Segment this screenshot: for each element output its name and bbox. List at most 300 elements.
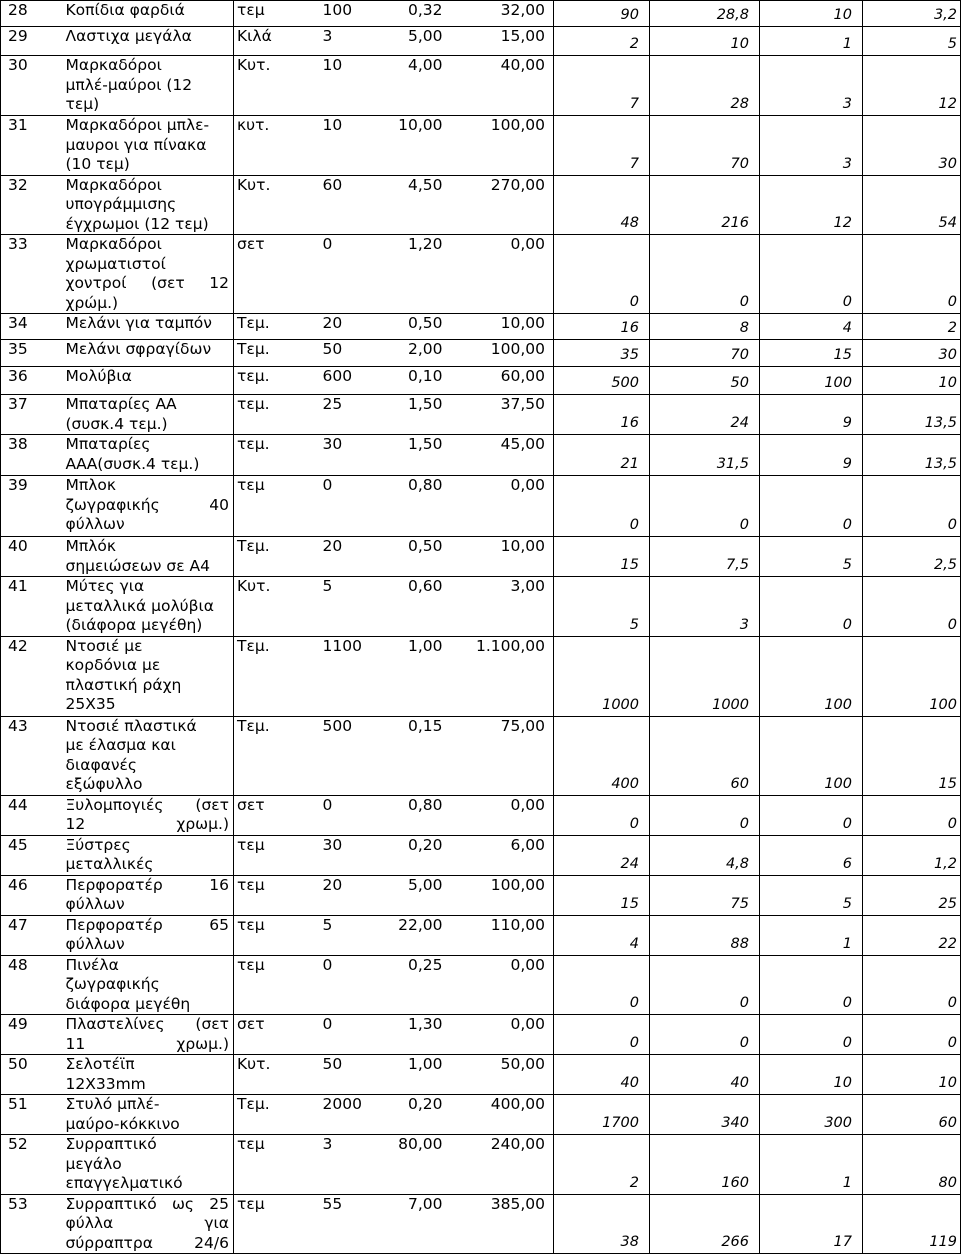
stat-cell-a: 16 xyxy=(554,314,650,340)
unit-cell: τεμ xyxy=(234,1135,311,1195)
quantity-cell: 10 xyxy=(311,56,361,116)
item-description-cell xyxy=(56,577,234,637)
description-line: Λαστιχα μεγάλα xyxy=(65,27,192,45)
description-line: Μελάνι για ταμπόν xyxy=(65,314,212,332)
stat-cell-d: 0 xyxy=(863,1015,961,1055)
total-cell: 0,00 xyxy=(453,235,554,314)
total-cell: 100,00 xyxy=(453,116,554,176)
table-row xyxy=(1,875,961,915)
stat-cell-c: 4 xyxy=(760,314,863,340)
description-line: μπλέ-μαύροι (12 xyxy=(65,75,193,94)
quantity-cell: 30 xyxy=(311,835,361,875)
quantity-cell: 25 xyxy=(311,395,361,435)
item-number-cell: 30 xyxy=(1,56,56,116)
total-cell: 0,00 xyxy=(453,955,554,1015)
description-line: Ξυλομπογιές (σετ xyxy=(65,795,229,814)
item-description-cell xyxy=(56,116,234,176)
unit-cell: Κυτ. xyxy=(234,56,311,116)
total-cell: 385,00 xyxy=(453,1194,554,1254)
table-row xyxy=(1,340,961,367)
table-row xyxy=(1,1015,961,1055)
stat-cell-a: 0 xyxy=(554,955,650,1015)
item-description-cell xyxy=(56,476,234,537)
unit-cell: Τεμ. xyxy=(234,716,311,795)
stat-cell-d: 80 xyxy=(863,1135,961,1195)
total-cell: 10,00 xyxy=(453,537,554,577)
unit-price-cell: 1,00 xyxy=(361,1055,453,1095)
item-description-cell xyxy=(56,435,234,476)
stat-cell-a: 15 xyxy=(554,537,650,577)
description-line: σύρραπτρα 24/6 xyxy=(65,1233,229,1252)
description-line: Μολύβια xyxy=(65,367,132,385)
description-line: Μπλόκ xyxy=(65,537,116,555)
stat-cell-c: 300 xyxy=(760,1095,863,1135)
stat-cell-d: 119 xyxy=(863,1194,961,1254)
table-row xyxy=(1,795,961,835)
description-line: έγχρωμοι (12 τεμ) xyxy=(65,214,209,233)
item-number-cell: 53 xyxy=(1,1194,56,1254)
stat-cell-c: 100 xyxy=(760,716,863,795)
total-cell: 32,00 xyxy=(453,1,554,27)
unit-cell: σετ xyxy=(234,235,311,314)
stat-cell-b: 28 xyxy=(650,56,760,116)
stat-cell-c: 100 xyxy=(760,636,863,716)
stat-cell-c: 3 xyxy=(760,56,863,116)
unit-price-cell: 0,10 xyxy=(361,367,453,395)
total-cell: 45,00 xyxy=(453,435,554,476)
description-line: (διάφορα μεγέθη) xyxy=(65,616,203,634)
stat-cell-b: 40 xyxy=(650,1055,760,1095)
stat-cell-c: 0 xyxy=(760,795,863,835)
stat-cell-c: 1 xyxy=(760,1135,863,1195)
item-description-cell xyxy=(56,175,234,235)
unit-cell: Κυτ. xyxy=(234,175,311,235)
stat-cell-a: 400 xyxy=(554,716,650,795)
total-cell: 50,00 xyxy=(453,1055,554,1095)
item-number-cell: 33 xyxy=(1,235,56,314)
stat-cell-c: 10 xyxy=(760,1,863,27)
quantity-cell: 10 xyxy=(311,116,361,176)
quantity-cell: 5 xyxy=(311,915,361,955)
stat-cell-a: 5 xyxy=(554,577,650,637)
total-cell: 400,00 xyxy=(453,1095,554,1135)
table-row xyxy=(1,716,961,795)
unit-price-cell: 1,00 xyxy=(361,636,453,716)
stat-cell-c: 100 xyxy=(760,367,863,395)
stat-cell-a: 15 xyxy=(554,875,650,915)
description-line: Στυλό μπλέ- xyxy=(65,1095,160,1113)
total-cell: 110,00 xyxy=(453,915,554,955)
unit-price-cell: 4,50 xyxy=(361,175,453,235)
description-line: 25Χ35 xyxy=(65,695,116,713)
item-number-cell: 45 xyxy=(1,835,56,875)
table-row xyxy=(1,1135,961,1195)
stat-cell-a: 0 xyxy=(554,1015,650,1055)
item-number-cell: 52 xyxy=(1,1135,56,1195)
quantity-cell: 5 xyxy=(311,577,361,637)
total-cell: 3,00 xyxy=(453,577,554,637)
item-number-cell: 42 xyxy=(1,636,56,716)
stat-cell-b: 50 xyxy=(650,367,760,395)
unit-price-cell: 0,20 xyxy=(361,835,453,875)
stat-cell-c: 6 xyxy=(760,835,863,875)
unit-price-cell: 0,32 xyxy=(361,1,453,27)
item-number-cell: 28 xyxy=(1,1,56,27)
table-row xyxy=(1,1,961,27)
total-cell: 240,00 xyxy=(453,1135,554,1195)
table-row xyxy=(1,915,961,955)
stat-cell-d: 0 xyxy=(863,235,961,314)
unit-price-cell: 0,15 xyxy=(361,716,453,795)
item-number-cell: 49 xyxy=(1,1015,56,1055)
unit-price-cell: 0,60 xyxy=(361,577,453,637)
stat-cell-b: 340 xyxy=(650,1095,760,1135)
item-number-cell: 37 xyxy=(1,395,56,435)
stat-cell-c: 12 xyxy=(760,175,863,235)
item-number-cell: 48 xyxy=(1,955,56,1015)
stat-cell-d: 2 xyxy=(863,314,961,340)
stat-cell-b: 75 xyxy=(650,875,760,915)
description-line: φύλλων xyxy=(65,935,125,953)
unit-cell: κυτ. xyxy=(234,116,311,176)
table-row xyxy=(1,56,961,116)
description-line: φύλλων xyxy=(65,895,125,913)
total-cell: 40,00 xyxy=(453,56,554,116)
stat-cell-d: 3,2 xyxy=(863,1,961,27)
item-description-cell xyxy=(56,1,234,27)
unit-cell: τεμ xyxy=(234,915,311,955)
table-row xyxy=(1,314,961,340)
stat-cell-d: 22 xyxy=(863,915,961,955)
description-line: διάφορα μεγέθη xyxy=(65,994,191,1013)
table-row xyxy=(1,367,961,395)
description-line: φύλλα για xyxy=(65,1214,229,1232)
unit-cell: τεμ. xyxy=(234,395,311,435)
stat-cell-d: 30 xyxy=(863,116,961,176)
item-description-cell xyxy=(56,795,234,835)
description-line: Μπαταρίες xyxy=(65,435,151,453)
item-number-cell: 31 xyxy=(1,116,56,176)
item-description-cell xyxy=(56,1015,234,1055)
stat-cell-d: 0 xyxy=(863,476,961,537)
total-cell: 75,00 xyxy=(453,716,554,795)
item-number-cell: 38 xyxy=(1,435,56,476)
description-line: Σελοτέϊπ xyxy=(65,1055,135,1073)
description-line: Ντοσιέ με xyxy=(65,636,143,655)
table-row xyxy=(1,116,961,176)
description-line: υπογράμμισης xyxy=(65,195,177,213)
stat-cell-a: 1700 xyxy=(554,1095,650,1135)
item-description-cell xyxy=(56,367,234,395)
total-cell: 100,00 xyxy=(453,340,554,367)
unit-price-cell: 0,80 xyxy=(361,476,453,537)
description-line: Μαρκαδόροι xyxy=(65,175,162,194)
description-line: διαφανές xyxy=(65,755,138,774)
table-row xyxy=(1,636,961,716)
description-line: Μαρκαδόροι xyxy=(65,56,162,74)
description-line: Περφορατέρ 16 xyxy=(65,875,229,894)
stat-cell-d: 100 xyxy=(863,636,961,716)
stat-cell-a: 0 xyxy=(554,476,650,537)
item-number-cell: 35 xyxy=(1,340,56,367)
unit-price-cell: 5,00 xyxy=(361,27,453,56)
stat-cell-c: 15 xyxy=(760,340,863,367)
item-description-cell xyxy=(56,1194,234,1254)
description-line: 12Χ33mm xyxy=(65,1074,146,1093)
total-cell: 60,00 xyxy=(453,367,554,395)
stat-cell-b: 60 xyxy=(650,716,760,795)
description-line: Μπαταρίες ΑΑ xyxy=(65,395,177,413)
unit-price-cell: 0,25 xyxy=(361,955,453,1015)
unit-cell: τεμ xyxy=(234,875,311,915)
item-description-cell xyxy=(56,537,234,577)
stat-cell-c: 1 xyxy=(760,915,863,955)
stat-cell-c: 9 xyxy=(760,395,863,435)
stat-cell-b: 7,5 xyxy=(650,537,760,577)
item-number-cell: 34 xyxy=(1,314,56,340)
item-description-cell xyxy=(56,716,234,795)
stat-cell-a: 0 xyxy=(554,795,650,835)
stat-cell-d: 25 xyxy=(863,875,961,915)
description-line: Κοπίδια φαρδιά xyxy=(65,1,185,19)
description-line: Περφορατέρ 65 xyxy=(65,915,229,934)
description-line: Πλαστελίνες (σετ xyxy=(65,1015,229,1033)
table-row xyxy=(1,476,961,537)
stat-cell-a: 2 xyxy=(554,1135,650,1195)
item-description-cell xyxy=(56,1055,234,1095)
unit-cell: τεμ. xyxy=(234,435,311,476)
item-number-cell: 36 xyxy=(1,367,56,395)
table-row xyxy=(1,435,961,476)
stat-cell-d: 60 xyxy=(863,1095,961,1135)
total-cell: 0,00 xyxy=(453,1015,554,1055)
stat-cell-c: 5 xyxy=(760,875,863,915)
item-number-cell: 47 xyxy=(1,915,56,955)
description-line: 11 χρωμ.) xyxy=(65,1034,229,1053)
stat-cell-b: 88 xyxy=(650,915,760,955)
stat-cell-a: 24 xyxy=(554,835,650,875)
unit-price-cell: 1,50 xyxy=(361,435,453,476)
stat-cell-a: 90 xyxy=(554,1,650,27)
item-description-cell xyxy=(56,235,234,314)
table-row xyxy=(1,835,961,875)
stat-cell-c: 5 xyxy=(760,537,863,577)
unit-cell: Κιλά xyxy=(234,27,311,56)
quantity-cell: 0 xyxy=(311,235,361,314)
table-row xyxy=(1,1194,961,1254)
unit-price-cell: 10,00 xyxy=(361,116,453,176)
table-row xyxy=(1,1055,961,1095)
description-line: σημειώσεων σε Α4 xyxy=(65,556,210,575)
stat-cell-d: 2,5 xyxy=(863,537,961,577)
stat-cell-b: 24 xyxy=(650,395,760,435)
stat-cell-d: 1,2 xyxy=(863,835,961,875)
stat-cell-b: 0 xyxy=(650,955,760,1015)
quantity-cell: 2000 xyxy=(311,1095,361,1135)
item-description-cell xyxy=(56,340,234,367)
stat-cell-b: 266 xyxy=(650,1194,760,1254)
unit-price-cell: 5,00 xyxy=(361,875,453,915)
unit-price-cell: 2,00 xyxy=(361,340,453,367)
stat-cell-c: 1 xyxy=(760,27,863,56)
description-line: Μπλοκ xyxy=(65,476,116,494)
unit-cell: Κυτ. xyxy=(234,577,311,637)
table-row xyxy=(1,395,961,435)
description-line: Συρραπτικό ως 25 xyxy=(65,1194,229,1213)
description-line: πλαστική ράχη xyxy=(65,675,182,694)
description-line: τεμ) xyxy=(65,95,100,113)
stat-cell-b: 216 xyxy=(650,175,760,235)
description-line: χοντροί (σετ 12 xyxy=(65,274,229,292)
stat-cell-a: 38 xyxy=(554,1194,650,1254)
total-cell: 0,00 xyxy=(453,476,554,537)
stat-cell-a: 21 xyxy=(554,435,650,476)
description-line: ΑΑΑ(συσκ.4 τεμ.) xyxy=(65,454,200,473)
stat-cell-a: 0 xyxy=(554,235,650,314)
description-line: μαύρο-κόκκινο xyxy=(65,1114,180,1133)
description-line: ζωγραφικής 40 xyxy=(65,495,229,514)
stat-cell-b: 0 xyxy=(650,235,760,314)
item-description-cell xyxy=(56,1095,234,1135)
total-cell: 100,00 xyxy=(453,875,554,915)
table-row xyxy=(1,27,961,56)
unit-cell: τεμ xyxy=(234,835,311,875)
total-cell: 37,50 xyxy=(453,395,554,435)
stat-cell-a: 48 xyxy=(554,175,650,235)
stat-cell-c: 0 xyxy=(760,235,863,314)
stat-cell-b: 3 xyxy=(650,577,760,637)
stat-cell-c: 3 xyxy=(760,116,863,176)
item-number-cell: 50 xyxy=(1,1055,56,1095)
unit-price-cell: 22,00 xyxy=(361,915,453,955)
unit-cell: Τεμ. xyxy=(234,537,311,577)
total-cell: 6,00 xyxy=(453,835,554,875)
total-cell: 0,00 xyxy=(453,795,554,835)
quantity-cell: 60 xyxy=(311,175,361,235)
quantity-cell: 30 xyxy=(311,435,361,476)
stat-cell-d: 13,5 xyxy=(863,435,961,476)
stat-cell-c: 0 xyxy=(760,1015,863,1055)
description-line: μεταλλικά μολύβια xyxy=(65,596,214,615)
description-line: μαυροι για πίνακα xyxy=(65,135,207,154)
total-cell: 1.100,00 xyxy=(453,636,554,716)
unit-price-cell: 4,00 xyxy=(361,56,453,116)
unit-cell: τεμ. xyxy=(234,367,311,395)
item-description-cell xyxy=(56,395,234,435)
quantity-cell: 100 xyxy=(311,1,361,27)
stat-cell-c: 17 xyxy=(760,1194,863,1254)
stat-cell-b: 0 xyxy=(650,795,760,835)
stat-cell-b: 10 xyxy=(650,27,760,56)
stat-cell-b: 0 xyxy=(650,1015,760,1055)
stat-cell-b: 31,5 xyxy=(650,435,760,476)
description-line: (10 τεμ) xyxy=(65,155,130,173)
stat-cell-d: 54 xyxy=(863,175,961,235)
stat-cell-d: 0 xyxy=(863,955,961,1015)
stat-cell-a: 7 xyxy=(554,56,650,116)
table-row xyxy=(1,235,961,314)
description-line: (συσκ.4 τεμ.) xyxy=(65,414,168,433)
unit-price-cell: 0,50 xyxy=(361,314,453,340)
stat-cell-d: 13,5 xyxy=(863,395,961,435)
quantity-cell: 0 xyxy=(311,955,361,1015)
item-description-cell xyxy=(56,915,234,955)
unit-price-cell: 1,50 xyxy=(361,395,453,435)
description-line: Συρραπτικό xyxy=(65,1135,157,1153)
stat-cell-d: 0 xyxy=(863,795,961,835)
total-cell: 270,00 xyxy=(453,175,554,235)
item-number-cell: 40 xyxy=(1,537,56,577)
unit-price-cell: 0,50 xyxy=(361,537,453,577)
unit-cell: τεμ xyxy=(234,955,311,1015)
description-line: εξώφυλλο xyxy=(65,775,143,793)
description-line: Μαρκαδόροι xyxy=(65,235,162,253)
stat-cell-d: 30 xyxy=(863,340,961,367)
item-number-cell: 44 xyxy=(1,795,56,835)
unit-price-cell: 80,00 xyxy=(361,1135,453,1195)
unit-price-cell: 1,30 xyxy=(361,1015,453,1055)
quantity-cell: 20 xyxy=(311,537,361,577)
items-table-body xyxy=(1,1,961,1254)
quantity-cell: 20 xyxy=(311,314,361,340)
stat-cell-d: 10 xyxy=(863,1055,961,1095)
description-line: 12 χρωμ.) xyxy=(65,815,229,833)
unit-cell: Τεμ. xyxy=(234,636,311,716)
stat-cell-b: 160 xyxy=(650,1135,760,1195)
stat-cell-d: 12 xyxy=(863,56,961,116)
stat-cell-c: 0 xyxy=(760,577,863,637)
quantity-cell: 3 xyxy=(311,1135,361,1195)
stat-cell-c: 10 xyxy=(760,1055,863,1095)
item-number-cell: 51 xyxy=(1,1095,56,1135)
stat-cell-b: 70 xyxy=(650,340,760,367)
description-line: μεταλλικές xyxy=(65,855,154,873)
unit-cell: σετ xyxy=(234,1015,311,1055)
stat-cell-c: 0 xyxy=(760,476,863,537)
stat-cell-b: 8 xyxy=(650,314,760,340)
stat-cell-d: 5 xyxy=(863,27,961,56)
stat-cell-b: 70 xyxy=(650,116,760,176)
stat-cell-b: 4,8 xyxy=(650,835,760,875)
total-cell: 10,00 xyxy=(453,314,554,340)
description-line: με έλασμα και xyxy=(65,736,176,754)
table-row xyxy=(1,577,961,637)
description-line: επαγγελματικό xyxy=(65,1174,183,1192)
quantity-cell: 600 xyxy=(311,367,361,395)
item-description-cell xyxy=(56,314,234,340)
item-description-cell xyxy=(56,955,234,1015)
stat-cell-d: 10 xyxy=(863,367,961,395)
description-line: μεγάλο xyxy=(65,1154,122,1173)
stat-cell-d: 0 xyxy=(863,577,961,637)
item-description-cell xyxy=(56,1135,234,1195)
unit-price-cell: 7,00 xyxy=(361,1194,453,1254)
stat-cell-a: 7 xyxy=(554,116,650,176)
stat-cell-a: 4 xyxy=(554,915,650,955)
description-line: Μύτες για xyxy=(65,577,145,595)
description-line: Πινέλα xyxy=(65,955,119,974)
stat-cell-a: 500 xyxy=(554,367,650,395)
table-row xyxy=(1,1095,961,1135)
stat-cell-b: 1000 xyxy=(650,636,760,716)
quantity-cell: 55 xyxy=(311,1194,361,1254)
table-row xyxy=(1,537,961,577)
description-line: Μαρκαδόροι μπλε- xyxy=(65,116,210,134)
description-line: Μελάνι σφραγίδων xyxy=(65,340,212,358)
unit-cell: Κυτ. xyxy=(234,1055,311,1095)
table-row xyxy=(1,955,961,1015)
quantity-cell: 500 xyxy=(311,716,361,795)
